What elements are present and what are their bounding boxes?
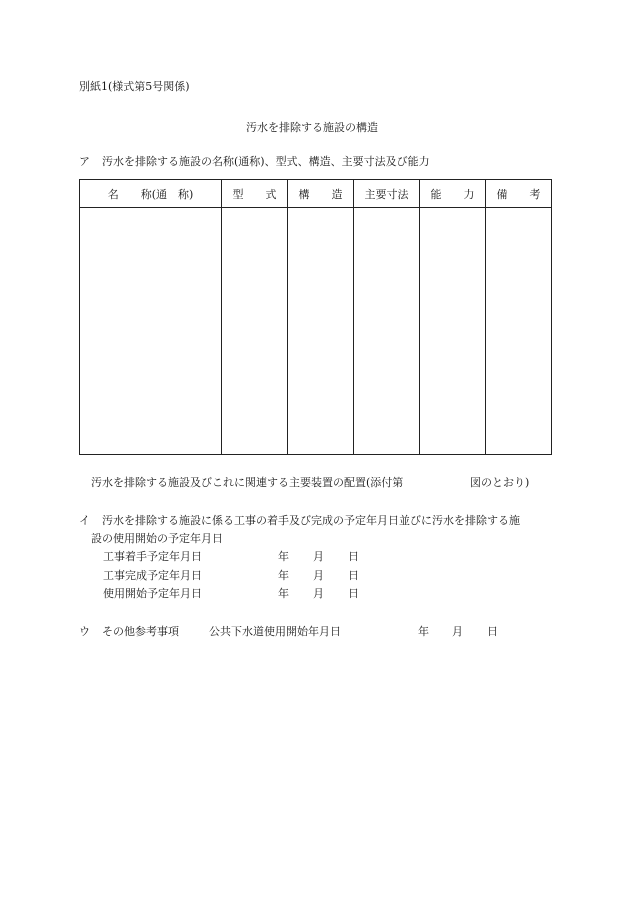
facility-spec-table	[79, 179, 552, 455]
column-header-name: 名 称(通 称)	[80, 180, 222, 208]
sewer-use-month: 月	[452, 625, 463, 638]
schedule-label-use: 使用開始予定年月日	[103, 587, 202, 600]
schedule-month-start: 月	[313, 550, 324, 563]
column-header-model: 型 式	[222, 180, 288, 208]
section-i-line1: 汚水を排除する施設に係る工事の着手及び完成の予定年月日並びに汚水を排除する施	[102, 514, 520, 527]
schedule-day-complete: 日	[348, 569, 359, 582]
section-i-marker: イ	[79, 514, 90, 527]
schedule-label-start: 工事着手予定年月日	[103, 550, 202, 563]
sewer-use-start-label: 公共下水道使用開始年月日	[209, 625, 341, 638]
schedule-month-complete: 月	[313, 569, 324, 582]
section-a-heading: 汚水を排除する施設の名称(通称)、型式、構造、主要寸法及び能力	[102, 155, 430, 168]
layout-note-prefix: 汚水を排除する施設及びこれに関連する主要装置の配置(添付第	[91, 476, 404, 489]
cell-dimensions[interactable]	[354, 208, 420, 455]
cell-model[interactable]	[222, 208, 288, 455]
column-header-remarks: 備 考	[486, 180, 552, 208]
section-u-heading: その他参考事項	[102, 625, 179, 638]
cell-capacity[interactable]	[420, 208, 486, 455]
header-reference: 別紙1(様式第5号関係)	[79, 80, 190, 93]
table-row	[80, 208, 552, 455]
layout-note-suffix: 図のとおり)	[470, 476, 530, 489]
schedule-day-start: 日	[348, 550, 359, 563]
column-header-structure: 構 造	[288, 180, 354, 208]
schedule-year-complete: 年	[278, 569, 289, 582]
cell-structure[interactable]	[288, 208, 354, 455]
sewer-use-year: 年	[418, 625, 429, 638]
schedule-month-use: 月	[313, 587, 324, 600]
cell-name[interactable]	[80, 208, 222, 455]
schedule-year-start: 年	[278, 550, 289, 563]
section-a-marker: ア	[79, 155, 90, 168]
column-header-capacity: 能 力	[420, 180, 486, 208]
schedule-year-use: 年	[278, 587, 289, 600]
schedule-day-use: 日	[348, 587, 359, 600]
section-u-marker: ウ	[79, 625, 90, 638]
column-header-dimensions: 主要寸法	[354, 180, 420, 208]
sewer-use-day: 日	[487, 625, 498, 638]
document-title: 汚水を排除する施設の構造	[246, 121, 378, 134]
schedule-label-complete: 工事完成予定年月日	[103, 569, 202, 582]
section-i-line2: 設の使用開始の予定年月日	[91, 532, 223, 545]
table-header-row	[80, 180, 552, 208]
cell-remarks[interactable]	[486, 208, 552, 455]
